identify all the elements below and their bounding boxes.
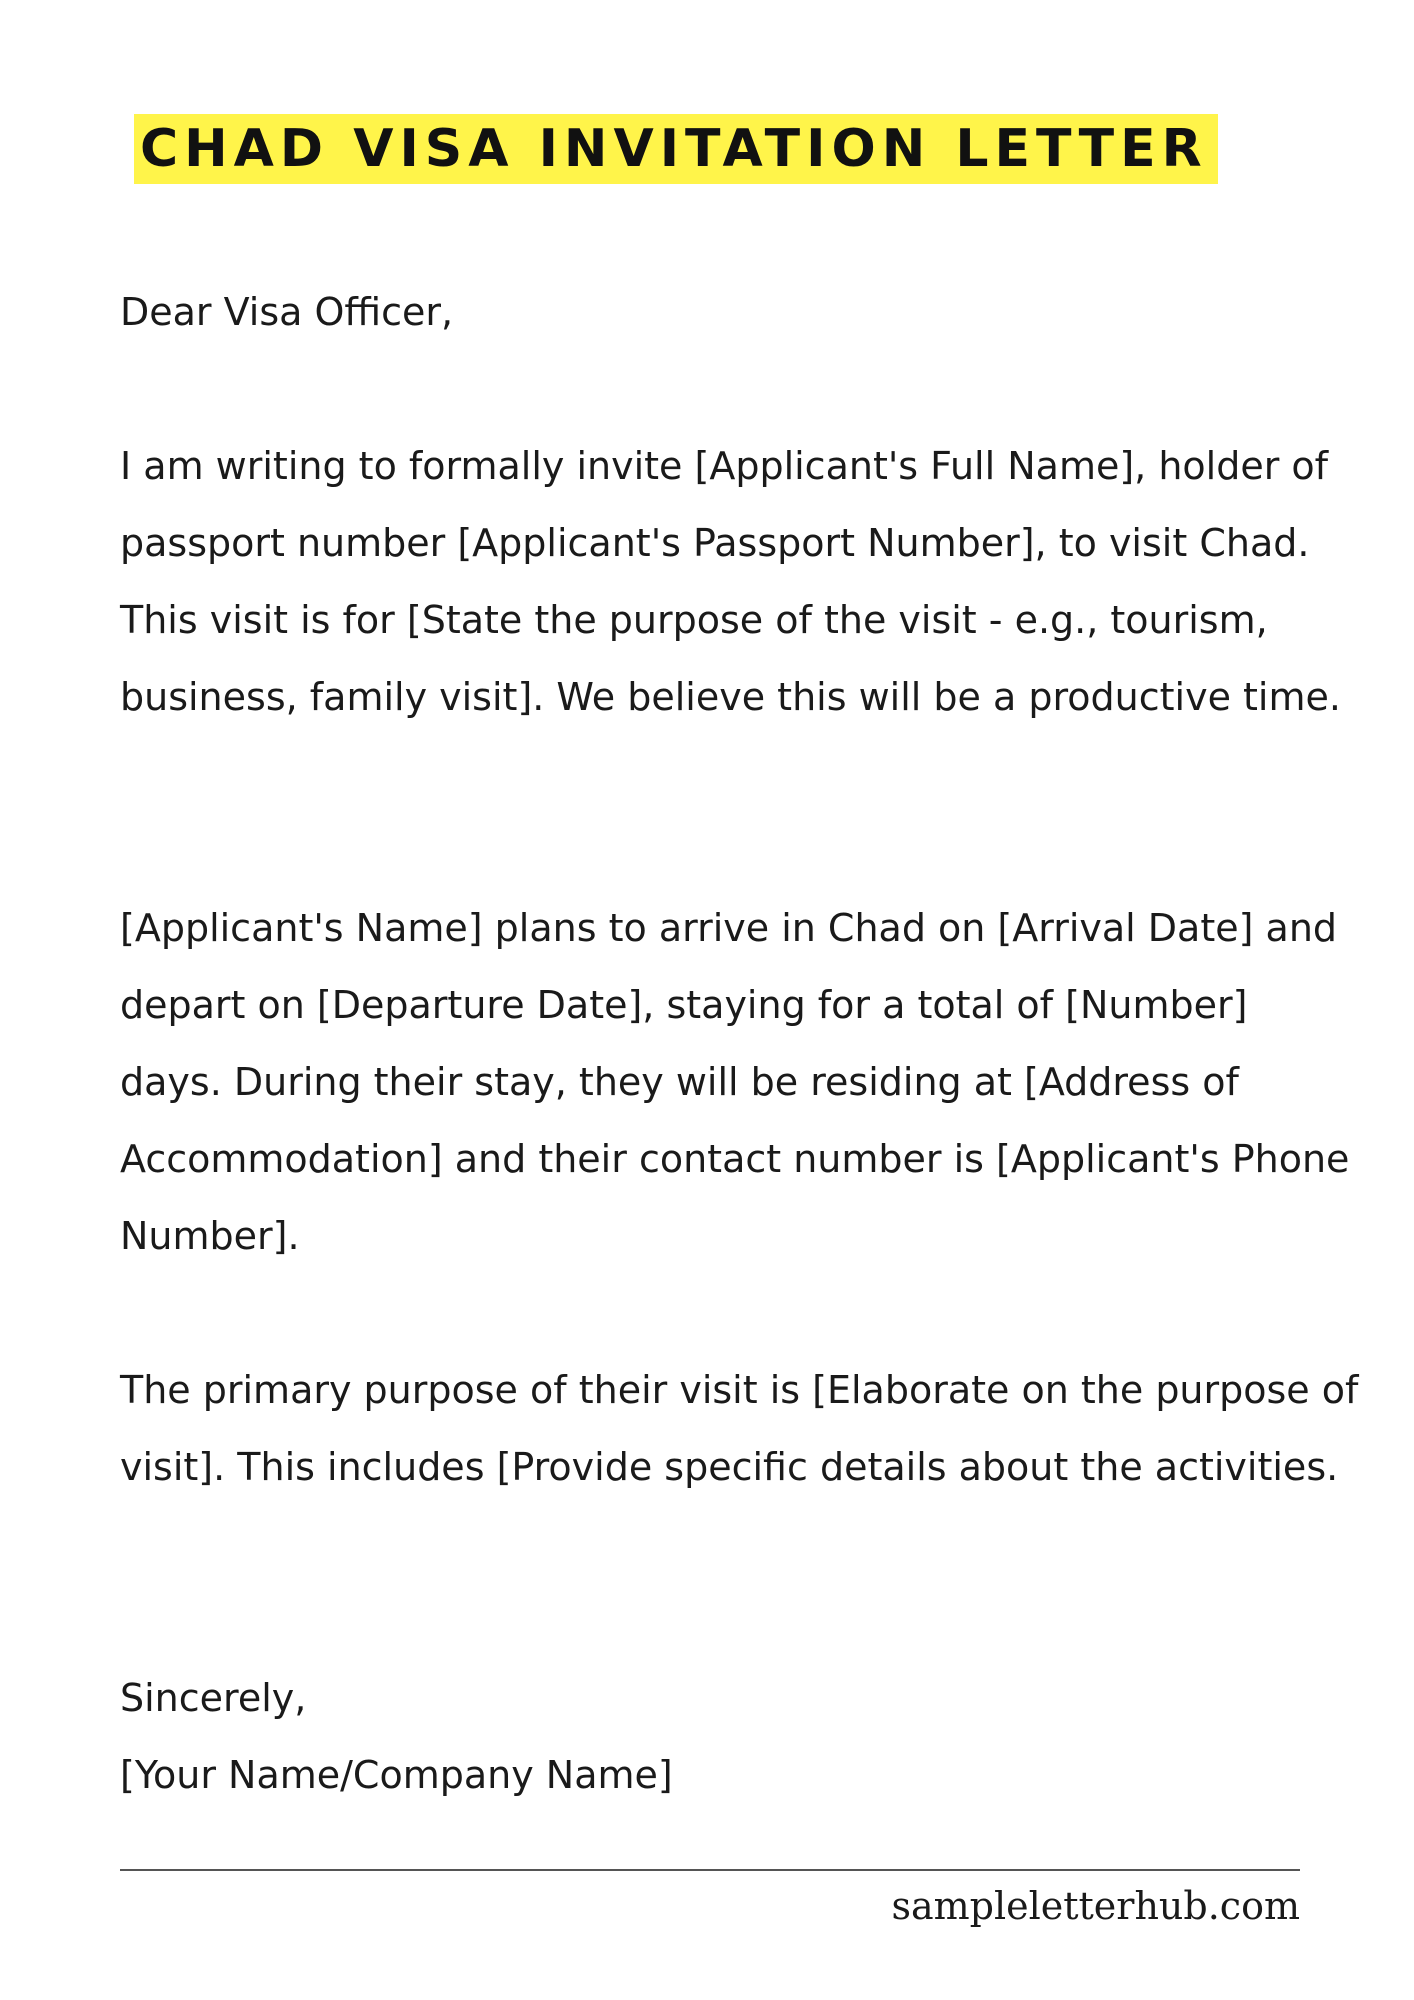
paragraph-text: The primary purpose of their visit is [Elaborate on the purpose of visit]. This includes [Provide specific details about the activities.	[120, 1368, 1359, 1489]
title-highlight	[134, 114, 1218, 184]
paragraph-text: I am writing to formally invite [Applicant's Full Name], holder of passport number [Applicant's Passport Number], to visit Chad. This visit is for [State the purpose of the visit - e.g., tourism, business, family visit]. We believe this will be a productive time.	[120, 444, 1341, 719]
letter-paragraph-3	[120, 1352, 1360, 1506]
closing-text: Sincerely,	[120, 1676, 307, 1720]
letter-greeting	[120, 274, 1360, 351]
signature-text: [Your Name/Company Name]	[120, 1753, 673, 1797]
letter-paragraph-2	[120, 890, 1360, 1275]
letter-paragraph-1	[120, 428, 1360, 736]
footer-divider	[120, 1869, 1300, 1871]
greeting-text: Dear Visa Officer,	[120, 290, 454, 334]
letter-closing	[120, 1660, 1360, 1814]
page-title: CHAD VISA INVITATION LETTER	[140, 119, 1208, 179]
paragraph-text: [Applicant's Name] plans to arrive in Chad on [Arrival Date] and depart on [Departure Date], staying for a total of [Number] days. During their stay, they will be residing at [Address of Accommodation] and their contact number is [Applicant's Phone Number].	[120, 906, 1350, 1258]
footer-site: sampleletterhub.com	[891, 1884, 1300, 1928]
